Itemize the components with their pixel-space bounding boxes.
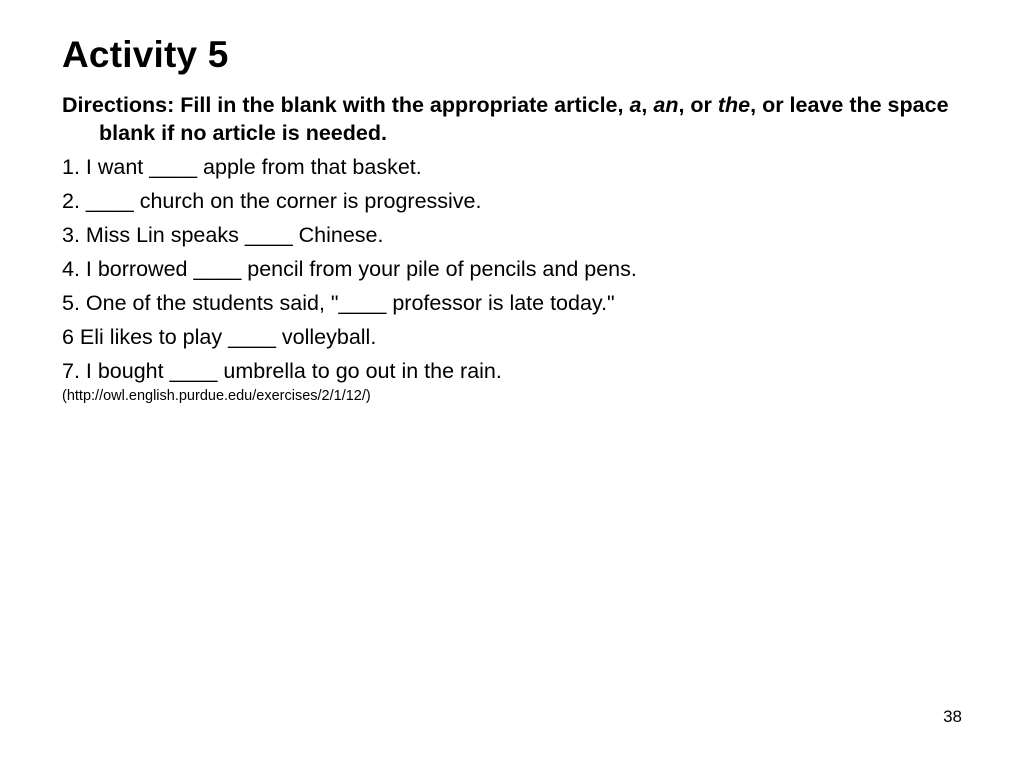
article-a: a	[629, 93, 642, 117]
exercise-item: 4. I borrowed ____ pencil from your pile of pencils and pens.	[62, 257, 637, 281]
exercise-item: 3. Miss Lin speaks ____ Chinese.	[62, 223, 384, 247]
article-an: an	[653, 93, 679, 117]
exercise-item: 5. One of the students said, "____ professor is late today."	[62, 291, 615, 315]
exercise-item: 7. I bought ____ umbrella to go out in the rain.	[62, 359, 502, 383]
directions-prefix: Directions: Fill in the blank with the appropriate article,	[62, 93, 630, 117]
slide-title: Activity 5	[62, 34, 229, 75]
article-the: the	[717, 93, 751, 117]
exercise-list	[62, 150, 637, 388]
source-citation: (http://owl.english.purdue.edu/exercises/2/1/12/)	[62, 388, 371, 404]
exercise-item: 1. I want ____ apple from that basket.	[62, 155, 422, 179]
directions-suffix: , or leave the space blank if no article is needed.	[99, 93, 949, 145]
exercise-item: 6 Eli likes to play ____ volleyball.	[62, 325, 377, 349]
directions-text	[62, 91, 999, 147]
directions-separator: ,	[641, 93, 654, 117]
directions-separator: , or	[678, 93, 718, 117]
page-number: 38	[943, 707, 962, 726]
exercise-item: 2. ____ church on the corner is progressive.	[62, 189, 482, 213]
